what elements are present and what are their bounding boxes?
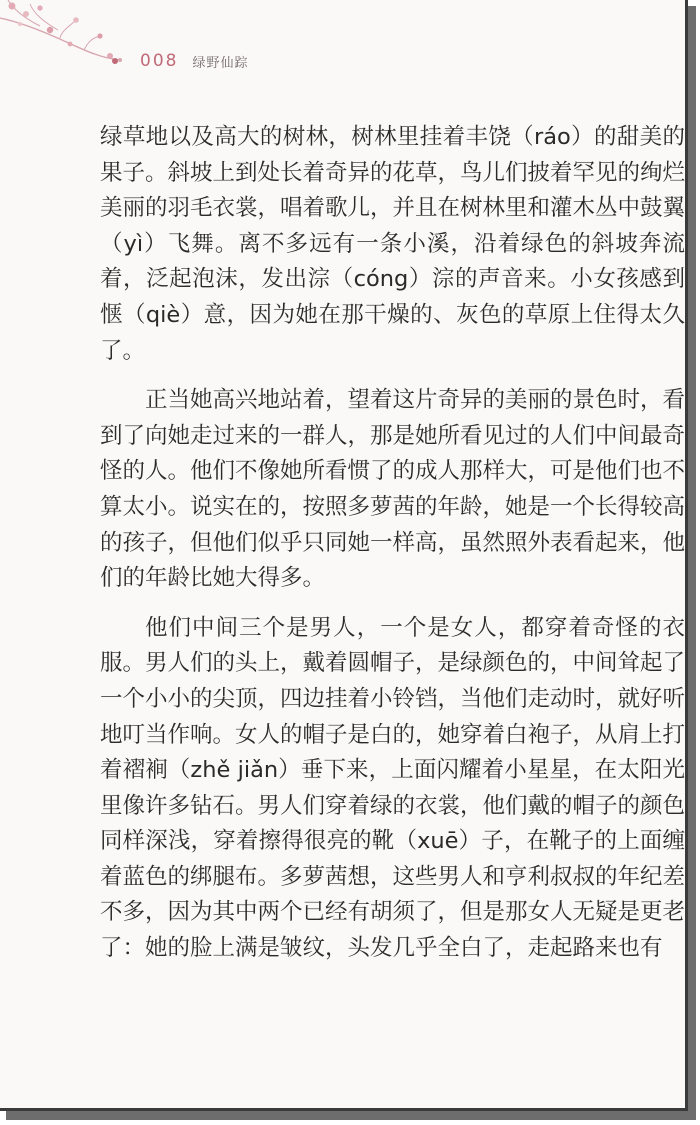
paragraph: 他们中间三个是男人，一个是女人，都穿着奇怪的衣服。男人们的头上，戴着圆帽子，是绿颜色的，中间耸起了一个小小的尖顶，四边挂着小铃铛，当他们走动时，就好听地叮当作响。女人的帽子是白的，她穿着白袍子，从肩上打着褶裥（zhě jiǎn）垂下来，上面闪耀着小星星，在太阳光里像许多钻石。男人们穿着绿的衣裳，他们戴的帽子的颜色同样深浅，穿着擦得很亮的靴（xuē）子，在靴子的上面缠着蓝色的绑腿布。多萝茜想，这些男人和亨利叔叔的年纪差不多，因为其中两个已经有胡须了，但是那女人无疑是更老了：她的脸上满是皱纹，头发几乎全白了，走起路来也有 [100, 614, 686, 962]
page-number: 008 [140, 51, 179, 71]
page-shadow-bottom [6, 1111, 696, 1120]
page-shadow-right [688, 6, 696, 1117]
paragraph: 正当她高兴地站着，望着这片奇异的美丽的景色时，看到了向她走过来的一群人，那是她所看见过的人们中间最奇怪的人。他们不像她所看惯了的成人那样大，可是他们也不算太小。说实在的，按照多萝茜的年龄，她是一个长得较高的孩子，但他们似乎只同她一样高，虽然照外表看起来，他们的年龄比她大得多。 [100, 387, 686, 592]
book-title: 绿野仙踪 [192, 55, 249, 71]
running-header [112, 48, 248, 74]
paragraph: 绿草地以及高大的树林，树林里挂着丰饶（ráo）的甜美的果子。斜坡上到处长着奇异的花草，鸟儿们披着罕见的绚烂美丽的羽毛衣裳，唱着歌儿，并且在树林里和灌木丛中鼓翼（yì）飞舞。离不多远有一条小溪，沿着绿色的斜坡奔流着，泛起泡沫，发出淙（cóng）淙的声音来。小女孩感到惬（qiè）意，因为她在那干燥的、灰色的草原上住得太久了。 [100, 124, 686, 364]
body-text [100, 120, 685, 981]
header-dot-icon [112, 58, 118, 64]
